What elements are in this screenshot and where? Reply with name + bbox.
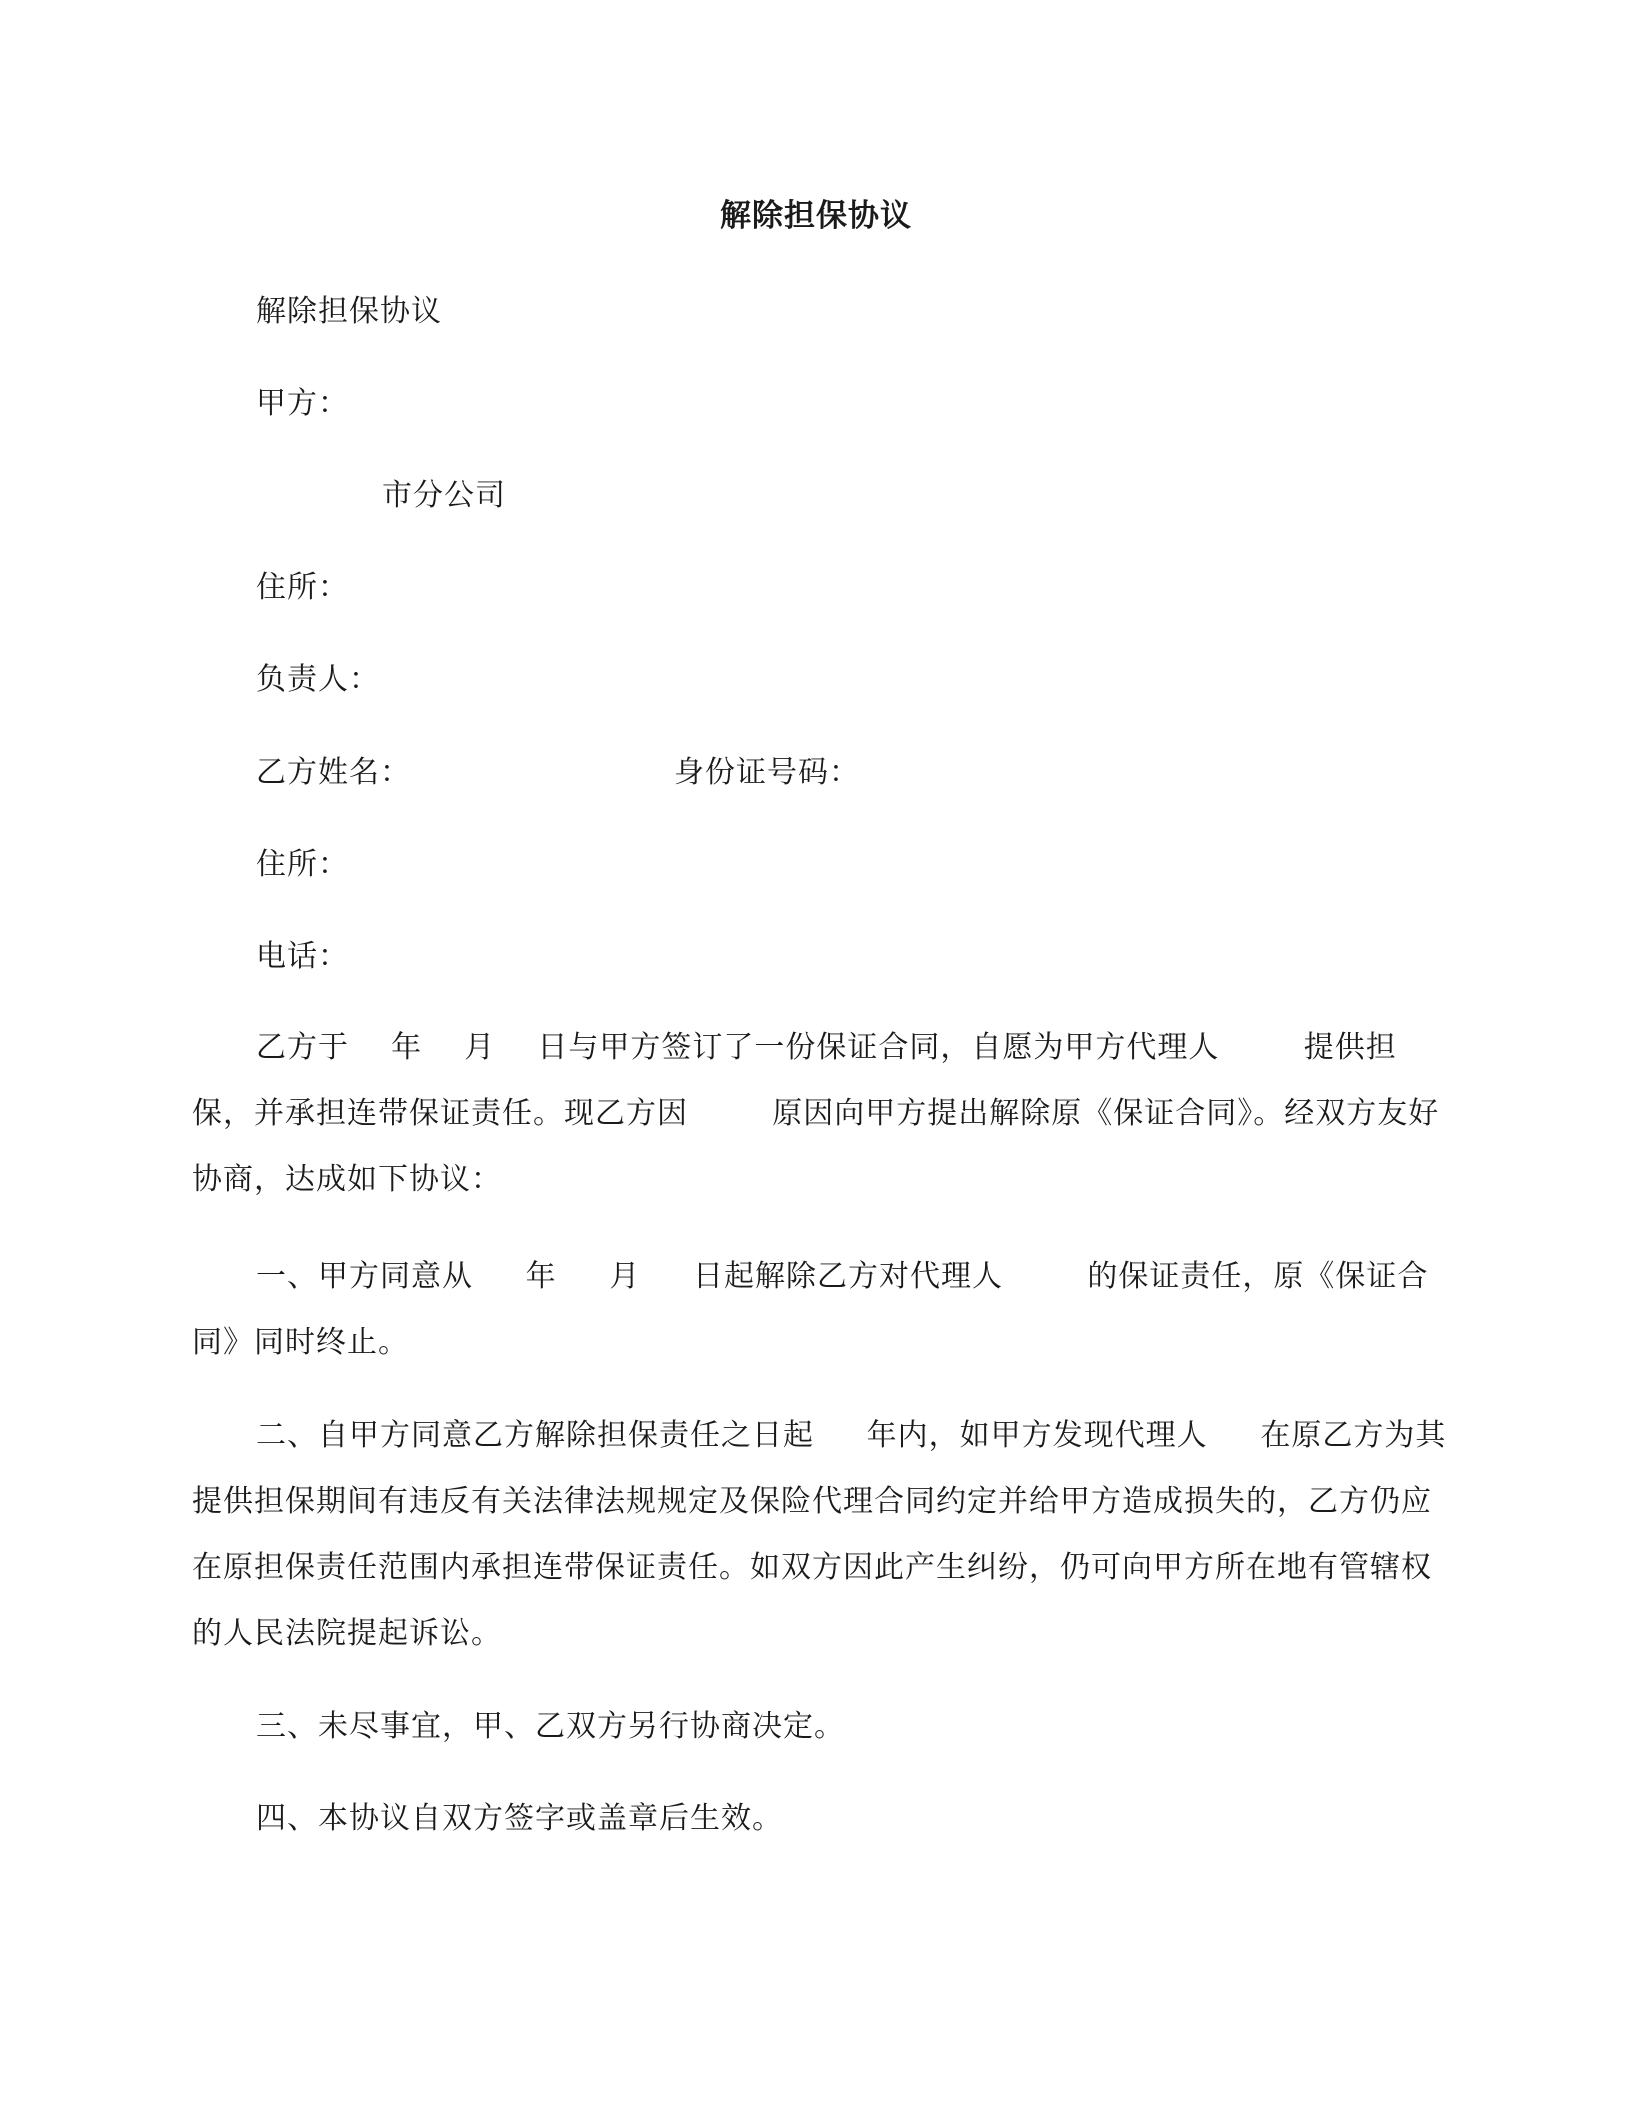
party-a-company: 市分公司: [382, 478, 506, 513]
party-b-address-label: 住所：: [256, 847, 349, 882]
document-subtitle: 解除担保协议: [256, 294, 442, 329]
clause-1-text: 一、甲方同意从 年 月 日起解除乙方对代理人 的保证责任，原《保证合同》同时终止。: [192, 1259, 1429, 1360]
party-b-phone-label: 电话：: [256, 939, 349, 974]
party-b-id-label: 身份证号码：: [674, 755, 860, 790]
party-a-responsible-label: 负责人：: [256, 662, 380, 697]
clause-2-text: 二、自甲方同意乙方解除担保责任之日起 年内，如甲方发现代理人 在原乙方为其提供担保期间有违反有关法律法规规定及保险代理合同约定并给甲方造成损失的，乙方仍应在原担保责任范围内承担连带保证责任。如双方因此产生纠纷，仍可向甲方所在地有管辖权的人民法院提起诉讼。: [192, 1418, 1447, 1651]
party-b-name-label: 乙方姓名：: [256, 755, 411, 790]
clause-4: [192, 1786, 1452, 1852]
party-a-address-label: 住所：: [256, 570, 349, 605]
clause-1: [192, 1244, 1452, 1376]
clause-4-text: 四、本协议自双方签字或盖章后生效。: [256, 1801, 783, 1836]
clause-3-text: 三、未尽事宜，甲、乙双方另行协商决定。: [256, 1709, 845, 1744]
clause-2: [192, 1403, 1452, 1667]
party-a-label: 甲方：: [256, 386, 349, 421]
clause-3: [192, 1694, 1452, 1760]
document-title: 解除担保协议: [720, 198, 912, 234]
intro-paragraph: [192, 1015, 1452, 1213]
intro-paragraph-text: 乙方于 年 月 日与甲方签订了一份保证合同，自愿为甲方代理人 提供担保，并承担连带保证责任。现乙方因 原因向甲方提出解除原《保证合同》。经双方友好协商，达成如下协议：: [192, 1030, 1440, 1197]
